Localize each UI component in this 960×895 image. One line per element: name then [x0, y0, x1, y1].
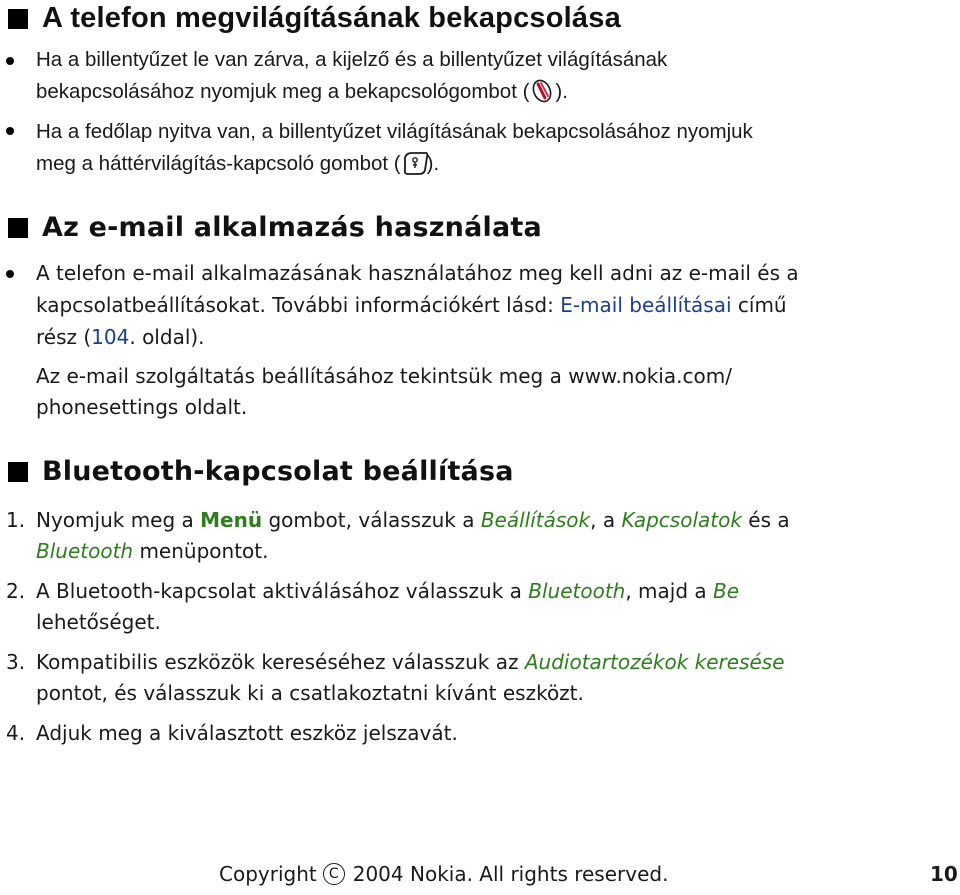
- heading-square-icon: [8, 462, 28, 482]
- copyright-label: Copyright: [219, 862, 317, 886]
- section-title: A telefon megvilágításának bekapcsolása: [42, 2, 621, 34]
- step-text: Kompatibilis eszközök kereséséhez válasszuk az: [36, 650, 525, 674]
- step-text: A Bluetooth-kapcsolat aktiválásához válasszuk a: [36, 579, 529, 603]
- step-text-line: [36, 647, 785, 678]
- bullet-text-line: [36, 322, 205, 353]
- step-number: 2.: [6, 579, 26, 603]
- note-text-line: phonesettings oldalt.: [36, 395, 248, 419]
- menu-option-settings: Beállítások: [480, 508, 591, 532]
- email-settings-link[interactable]: E-mail beállításai: [560, 293, 732, 317]
- heading-square-icon: [8, 9, 28, 29]
- copyright-icon: C: [323, 863, 345, 885]
- bullet-text: meg a háttérvilágítás-kapcsoló gombot (: [36, 152, 401, 175]
- bullet-text: bekapcsolásához nyomjuk meg a bekapcsológombot (: [36, 80, 530, 103]
- bullet-text: rész (: [36, 325, 92, 349]
- step-text-line: [36, 536, 268, 567]
- section-title: Az e-mail alkalmazás használata: [42, 212, 542, 243]
- bullet-text-line: [36, 148, 439, 179]
- menu-option-audio-search: Audiotartozékok keresése: [524, 650, 785, 674]
- menu-key-label: Menü: [200, 508, 263, 532]
- bullet-text-line: [36, 290, 787, 321]
- bullet-text: című: [731, 293, 787, 317]
- step-text: Nyomjuk meg a: [36, 508, 201, 532]
- page-ref-link[interactable]: 104: [91, 325, 130, 349]
- bullet-dot-icon: [6, 127, 14, 135]
- bullet-text: . oldal).: [129, 325, 205, 349]
- bullet-text-line: Ha a billentyűzet le van zárva, a kijelző és a billentyűzet világításának: [36, 48, 668, 71]
- bullet-text: kapcsolatbeállításokat. További információkért lásd:: [36, 293, 561, 317]
- backlight-key-icon: [402, 150, 426, 176]
- menu-option-bluetooth: Bluetooth: [36, 539, 134, 563]
- heading-square-icon: [8, 218, 28, 238]
- copyright-text: 2004 Nokia. All rights reserved.: [352, 862, 669, 886]
- step-text: , a: [590, 508, 622, 532]
- bullet-text: ).: [555, 80, 568, 103]
- step-text-line: [36, 505, 790, 536]
- bullet-dot-icon: [6, 57, 14, 65]
- step-number: 4.: [6, 721, 26, 745]
- step-text: gombot, válasszuk a: [262, 508, 481, 532]
- section-heading-backlight: [8, 2, 621, 35]
- step-text-line: [36, 576, 739, 607]
- step-text: és a: [741, 508, 790, 532]
- page-number: 10: [930, 862, 958, 886]
- section-heading-email: [8, 212, 542, 243]
- step-text: , majd a: [625, 579, 714, 603]
- step-text-line: lehetőséget.: [36, 610, 161, 634]
- step-text: menüpontot.: [133, 539, 269, 563]
- bullet-text-line: Ha a fedőlap nyitva van, a billentyűzet világításának bekapcsolásához nyomjuk: [36, 120, 753, 143]
- bullet-text-line: A telefon e-mail alkalmazásának használatához meg kell adni az e-mail és a: [36, 261, 799, 285]
- section-heading-bluetooth: [8, 456, 514, 487]
- bullet-dot-icon: [6, 270, 14, 278]
- step-text-line: Adjuk meg a kiválasztott eszköz jelszavát.: [36, 721, 458, 745]
- menu-option-on: Be: [713, 579, 740, 603]
- note-text-line: Az e-mail szolgáltatás beállításához tekintsük meg a www.nokia.com/: [36, 364, 732, 388]
- section-title: Bluetooth-kapcsolat beállítása: [42, 456, 514, 487]
- bullet-text-line: [36, 76, 568, 107]
- menu-option-connections: Kapcsolatok: [621, 508, 742, 532]
- menu-option-bluetooth: Bluetooth: [528, 579, 626, 603]
- page-footer: [219, 862, 668, 886]
- step-number: 3.: [6, 650, 26, 674]
- step-text-line: pontot, és válasszuk ki a csatlakoztatni kívánt eszközt.: [36, 681, 584, 705]
- bullet-text: ).: [426, 152, 440, 175]
- power-key-icon: [530, 78, 554, 104]
- step-number: 1.: [6, 508, 26, 532]
